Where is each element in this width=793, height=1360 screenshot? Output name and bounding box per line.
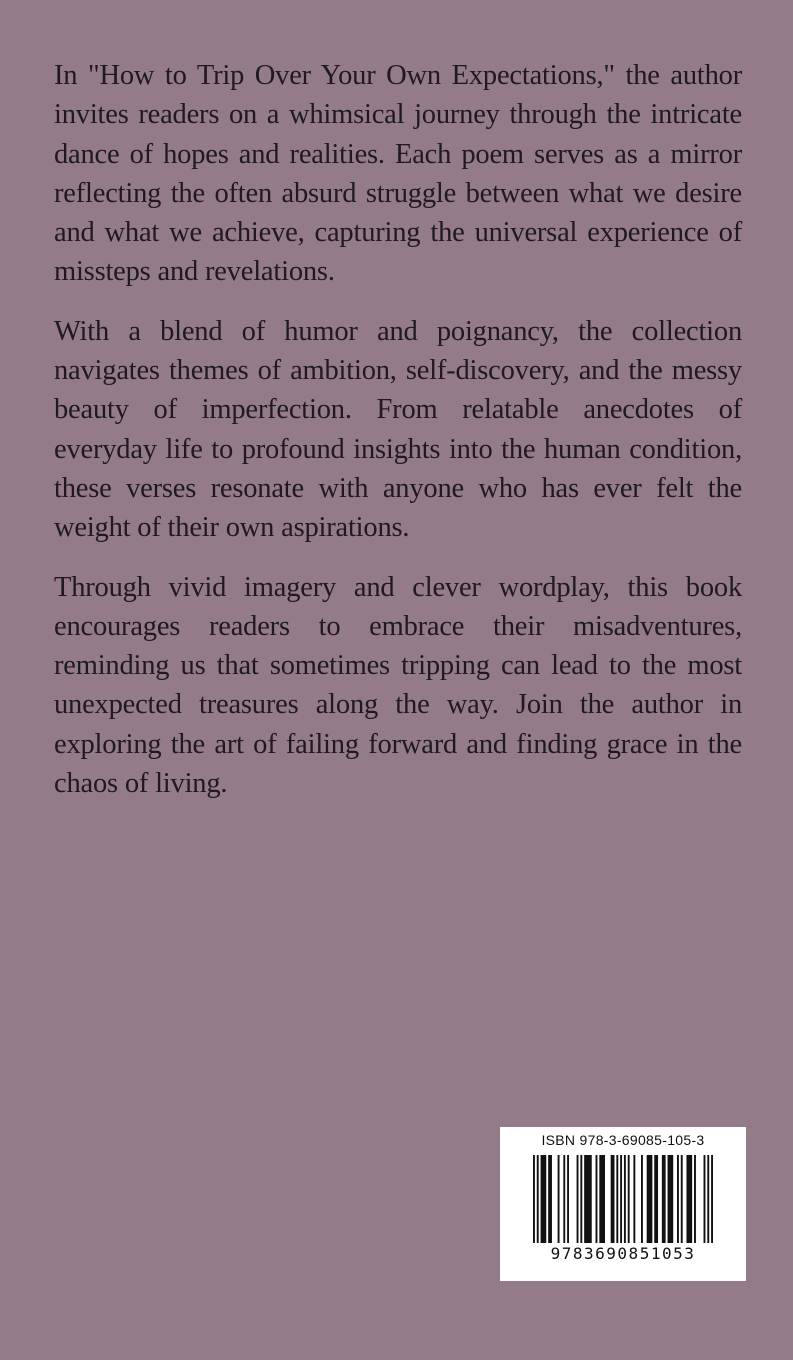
back-cover-blurb: [54, 56, 742, 823]
isbn-label: ISBN 978-3-69085-105-3: [541, 1132, 705, 1148]
barcode-bar: [647, 1155, 653, 1243]
isbn-barcode-panel: [500, 1127, 746, 1281]
barcode-bar: [628, 1155, 630, 1243]
barcode-bar: [704, 1155, 706, 1243]
barcode-bar: [707, 1155, 709, 1243]
barcode-bar: [694, 1155, 696, 1243]
barcode-bar: [641, 1155, 643, 1243]
barcode-bar: [668, 1155, 674, 1243]
barcode-bar: [677, 1155, 679, 1243]
barcode-bar: [567, 1155, 569, 1243]
barcode-bar: [681, 1155, 683, 1243]
barcode-bar: [616, 1155, 618, 1243]
barcode-bar: [611, 1155, 615, 1243]
barcode-bar: [686, 1155, 692, 1243]
barcode-bar: [548, 1155, 552, 1243]
blurb-paragraph-1: In "How to Trip Over Your Own Expectations," the author invites readers on a whimsical journey through the intricate dance of hopes and realities. Each poem serves as a mirror reflecting the often absurd struggle between what we desire and what we achieve, capturing the universal experience of missteps and revelations.: [54, 60, 742, 288]
barcode-bar: [599, 1155, 605, 1243]
barcode-bars: [533, 1155, 713, 1243]
blurb-paragraph-2: With a blend of humor and poignancy, the collection navigates themes of ambition, self-discovery, and the messy beauty of imperfection. From relatable anecdotes of everyday life to profound insights into the human condition, these verses resonate with anyone who has ever felt the weight of their own aspirations.: [54, 315, 742, 544]
barcode-bar: [633, 1155, 635, 1243]
barcode-bar: [577, 1155, 579, 1243]
isbn-digits: 9783690851053: [550, 1244, 696, 1263]
barcode-bar: [596, 1155, 598, 1243]
barcode-bar: [624, 1155, 626, 1243]
barcode-bar: [662, 1155, 666, 1243]
barcode-bar: [563, 1155, 565, 1243]
barcode-bar: [541, 1155, 547, 1243]
barcode-bar: [711, 1155, 713, 1243]
barcode-bar: [580, 1155, 582, 1243]
barcode-bar: [620, 1155, 622, 1243]
blurb-paragraph-3: Through vivid imagery and clever wordplay, this book encourages readers to embrace their misadventures, reminding us that sometimes tripping can lead to the most unexpected treasures along the way. Join the author in exploring the art of failing forward and finding grace in the chaos of living.: [54, 571, 742, 800]
barcode-bar: [584, 1155, 592, 1243]
barcode-bar: [654, 1155, 658, 1243]
barcode-bar: [537, 1155, 539, 1243]
barcode-bar: [533, 1155, 535, 1243]
barcode-bar: [558, 1155, 560, 1243]
